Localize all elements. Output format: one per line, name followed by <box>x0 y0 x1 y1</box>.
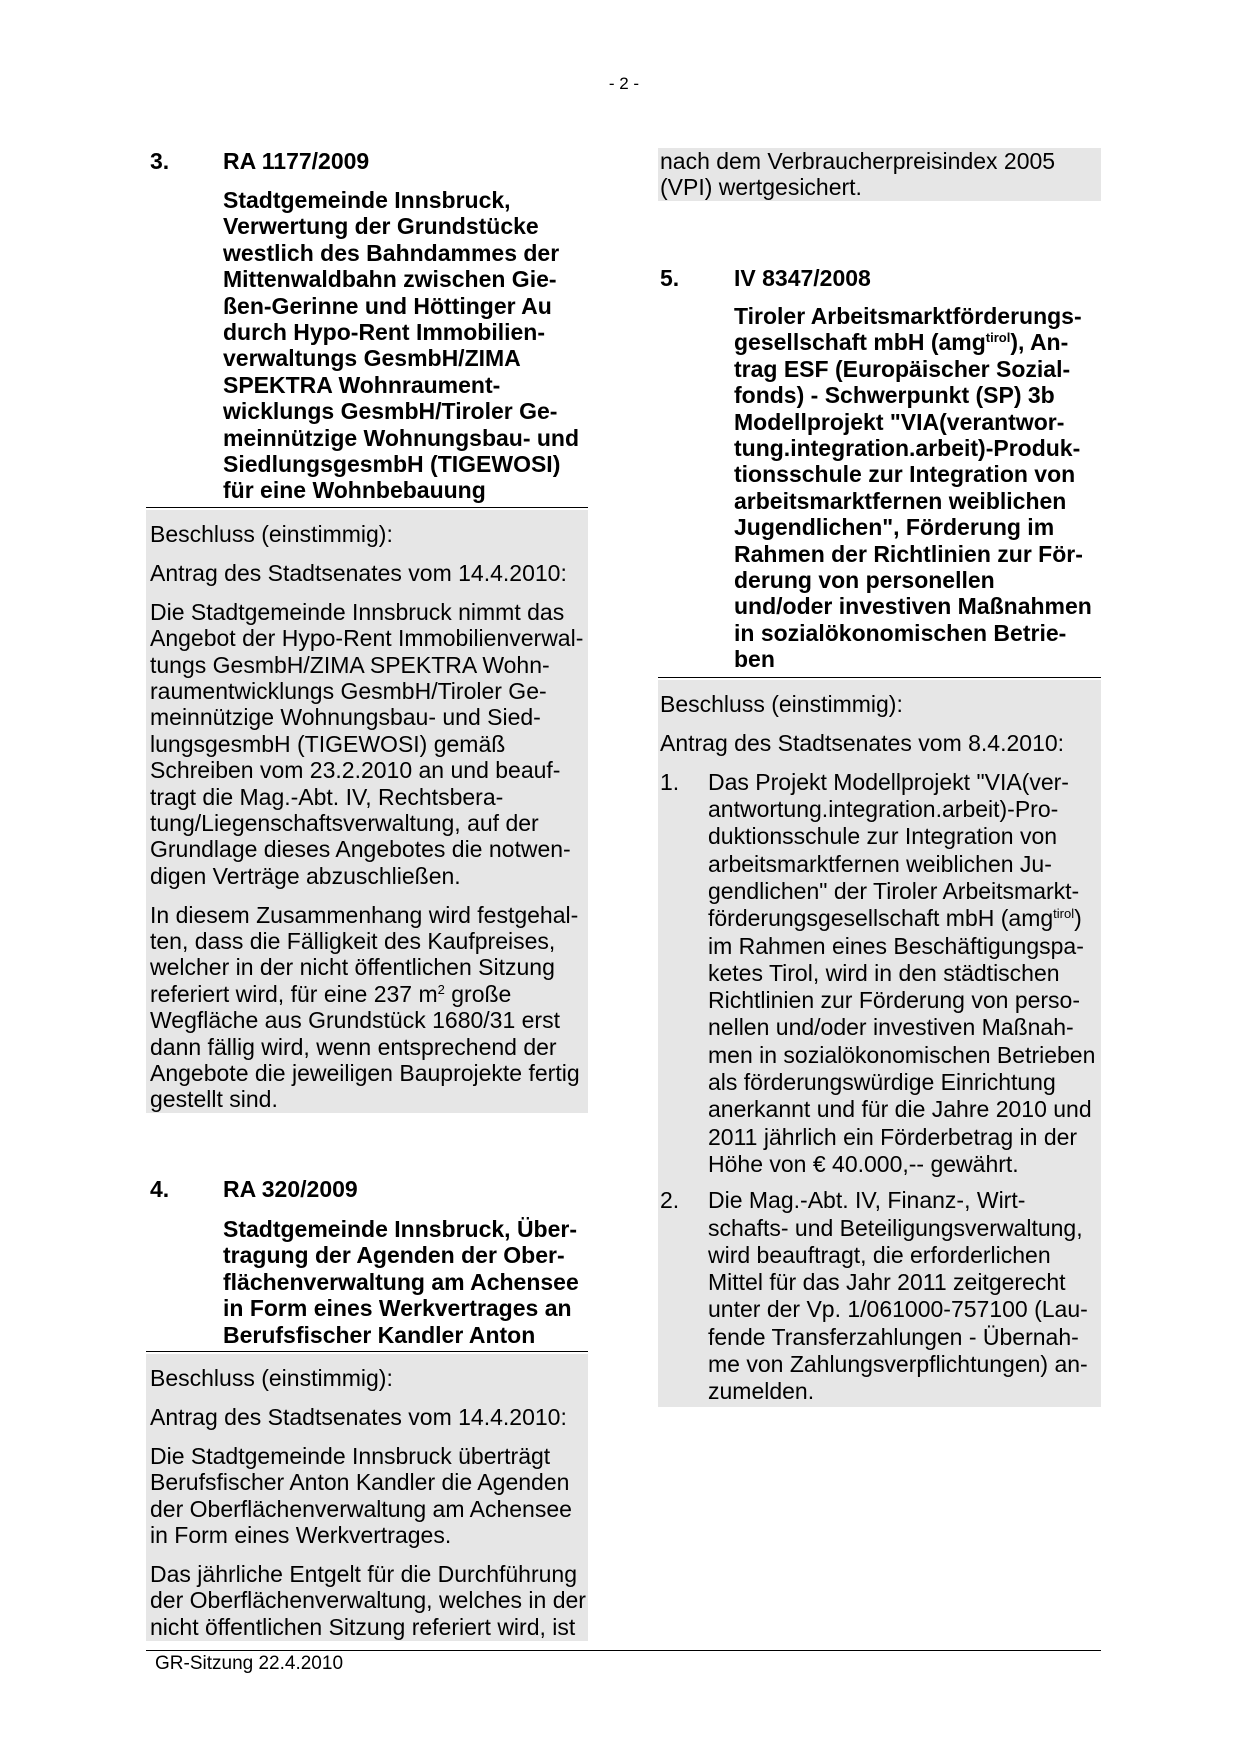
paragraph <box>150 902 588 1113</box>
title-line: Modellprojekt "VIA(verantwor- <box>734 408 1065 435</box>
list-line: nellen und/oder investiven Maßnah- <box>708 1014 1074 1041</box>
decision-label: Beschluss (einstimmig): <box>150 521 393 547</box>
title-line: verwaltungs GesmbH/ZIMA <box>223 345 521 372</box>
title-line: Stadtgemeinde Innsbruck, Über- <box>223 1216 578 1242</box>
footer-divider <box>146 1650 1101 1651</box>
decision-block <box>150 521 588 547</box>
title-line: wicklungs GesmbH/Tiroler Ge- <box>223 398 558 425</box>
title-line: Mittenwaldbahn zwischen Gie- <box>223 266 557 293</box>
decision-label: Beschluss (einstimmig): <box>150 1365 393 1391</box>
title-line: arbeitsmarktfernen weiblichen <box>734 487 1067 514</box>
list-item-number: 2. <box>660 1187 680 1214</box>
title-line: SPEKTRA Wohnraument- <box>223 371 501 398</box>
motion-block <box>660 730 1101 756</box>
paragraph-line: gestellt sind. <box>150 1086 278 1113</box>
item-4-number: 4. <box>150 1176 170 1202</box>
title-line: tung.integration.arbeit)-Produk- <box>734 434 1081 461</box>
list-line: Richtlinien zur Förderung von perso- <box>708 987 1081 1014</box>
list-line: men in sozialökonomischen Betrieben <box>708 1041 1096 1068</box>
continuation-text <box>660 148 1101 201</box>
paragraph-line: Angebote die jeweiligen Bauprojekte fertig <box>150 1059 580 1086</box>
item-4-divider <box>146 1351 588 1352</box>
line-text: große <box>444 980 512 1007</box>
list-item-text <box>708 1187 1101 1405</box>
paragraph-line: Die Stadtgemeinde Innsbruck überträgt <box>150 1442 551 1469</box>
list-line: me von Zahlungsverpflichtungen) an- <box>708 1351 1088 1378</box>
paragraph-line: Die Stadtgemeinde Innsbruck nimmt das <box>150 598 565 625</box>
list-item-text <box>708 769 1101 1178</box>
item-3-reference: RA 1177/2009 <box>223 148 370 174</box>
paragraph <box>150 1561 588 1640</box>
paragraph-line: Angebot der Hypo-Rent Immobilienverwal- <box>150 625 584 652</box>
title-line: durch Hypo-Rent Immobilien- <box>223 318 545 345</box>
title-line: Berufsfischer Kandler Anton <box>223 1321 536 1348</box>
list-line: duktionsschule zur Integration von <box>708 823 1058 850</box>
title-line: tragung der Agenden der Ober- <box>223 1242 565 1269</box>
title-line: meinnützige Wohnungsbau- und <box>223 424 580 451</box>
paragraph-line: tungs GesmbH/ZIMA SPEKTRA Wohn- <box>150 651 550 678</box>
footer-text: GR-Sitzung 22.4.2010 <box>155 1653 344 1674</box>
title-line: flächenverwaltung am Achensee <box>223 1268 579 1295</box>
motion-block <box>150 1404 588 1430</box>
list-item-number: 1. <box>660 768 680 795</box>
paragraph-line: nicht öffentlichen Sitzung referiert wird, ist <box>150 1613 576 1640</box>
motion-label: Antrag des Stadtsenates vom 8.4.2010: <box>660 729 1065 756</box>
title-line: für eine Wohnbebauung <box>223 477 486 504</box>
line-text: gesellschaft mbH (amg <box>734 329 986 356</box>
paragraph-line: nach dem Verbraucherpreisindex 2005 <box>660 148 1056 174</box>
line-text: förderungsgesellschaft mbH (amg <box>708 905 1054 932</box>
paragraph <box>150 1443 588 1549</box>
paragraph-line <box>150 981 588 1007</box>
list-line: Die Mag.-Abt. IV, Finanz-, Wirt- <box>708 1187 1026 1214</box>
line-text: ), An- <box>1010 329 1069 356</box>
line-text: referiert wird, für eine 237 m <box>150 980 438 1007</box>
item-5-divider <box>658 677 1101 678</box>
list-line: Höhe von € 40.000,-- gewährt. <box>708 1150 1019 1177</box>
list-line: Das Projekt Modellprojekt "VIA(ver- <box>708 768 1069 795</box>
list-line: wird beauftragt, die erforderlichen <box>708 1241 1051 1268</box>
title-line: westlich des Bahndammes der <box>223 239 560 266</box>
superscript: tirol <box>985 330 1011 346</box>
item-5-resolution-box <box>658 680 1101 1407</box>
superscript: tirol <box>1053 906 1075 922</box>
title-line: Tiroler Arbeitsmarktförderungs- <box>734 303 1082 329</box>
paragraph-line: lungsgesmbH (TIGEWOSI) gemäß <box>150 730 506 757</box>
paragraph <box>150 599 588 889</box>
motion-label: Antrag des Stadtsenates vom 14.4.2010: <box>150 559 567 586</box>
page-number: - 2 - <box>608 74 640 93</box>
decision-label: Beschluss (einstimmig): <box>660 691 903 717</box>
title-line: und/oder investiven Maßnahmen <box>734 593 1092 620</box>
paragraph-line: Schreiben vom 23.2.2010 an und beauf- <box>150 757 561 784</box>
paragraph-line: der Oberflächenverwaltung, welches in der <box>150 1587 586 1614</box>
resolution-list <box>660 769 1101 1406</box>
paragraph-line: tung/Liegenschaftsverwaltung, auf der <box>150 809 539 836</box>
item-3-resolution-box <box>146 510 588 1113</box>
item-5-reference: IV 8347/2008 <box>734 265 871 291</box>
list-line: zumelden. <box>708 1378 815 1405</box>
list-line: unter der Vp. 1/061000-757100 (Lau- <box>708 1296 1088 1323</box>
item-4-title <box>223 1216 579 1348</box>
list-line: fende Transferzahlungen - Übernah- <box>708 1323 1079 1350</box>
paragraph-line: digen Verträge abzuschließen. <box>150 862 461 889</box>
item-5-title <box>734 303 1092 672</box>
decision-block <box>150 1365 588 1391</box>
list-line: schafts- und Beteiligungsverwaltung, <box>708 1214 1083 1241</box>
list-line: Mittel für das Jahr 2011 zeitgerecht <box>708 1269 1066 1296</box>
motion-block <box>150 560 588 586</box>
motion-label: Antrag des Stadtsenates vom 14.4.2010: <box>150 1403 567 1430</box>
paragraph-line: welcher in der nicht öffentlichen Sitzung <box>150 954 555 981</box>
title-line: Stadtgemeinde Innsbruck, <box>223 187 511 213</box>
line-text: ) <box>1074 905 1082 932</box>
superscript: 2 <box>437 981 445 997</box>
title-line: tionsschule zur Integration von <box>734 461 1076 488</box>
paragraph-line: ten, dass die Fälligkeit des Kaufpreises, <box>150 927 556 954</box>
paragraph-line: Grundlage dieses Angebotes die notwen- <box>150 836 571 863</box>
item-5-number: 5. <box>660 265 680 291</box>
title-line: ben <box>734 646 775 673</box>
paragraph-line: Berufsfischer Anton Kandler die Agenden <box>150 1469 570 1496</box>
list-line <box>708 905 1101 932</box>
title-line: Verwertung der Grundstücke <box>223 213 539 240</box>
continuation-box <box>658 148 1101 201</box>
paragraph-line: dann fällig wird, wenn entsprechend der <box>150 1033 557 1060</box>
list-line: arbeitsmarktfernen weiblichen Ju- <box>708 850 1052 877</box>
paragraph-line: meinnützige Wohnungsbau- und Sied- <box>150 704 541 731</box>
list-line: ketes Tirol, wird in den städtischen <box>708 959 1060 986</box>
item-3-divider <box>146 507 588 508</box>
item-4-reference: RA 320/2009 <box>223 1176 358 1202</box>
item-3-title <box>223 187 579 504</box>
title-line <box>734 329 1092 355</box>
title-line: in sozialökonomischen Betrie- <box>734 619 1067 646</box>
list-line: als förderungswürdige Einrichtung <box>708 1069 1056 1096</box>
paragraph-line: in Form eines Werkvertrages. <box>150 1521 452 1548</box>
item-3-number: 3. <box>150 148 170 174</box>
list-line: antwortung.integration.arbeit)-Pro- <box>708 796 1059 823</box>
title-line: derung von personellen <box>734 566 995 593</box>
paragraph-line: raumentwicklungs GesmbH/Tiroler Ge- <box>150 677 547 704</box>
paragraph-line: Wegfläche aus Grundstück 1680/31 erst <box>150 1007 560 1034</box>
paragraph-line: Das jährliche Entgelt für die Durchführung <box>150 1560 578 1587</box>
title-line: trag ESF (Europäischer Sozial- <box>734 355 1071 382</box>
list-item <box>660 1187 1101 1405</box>
paragraph-line: In diesem Zusammenhang wird festgehal- <box>150 901 579 928</box>
decision-block <box>660 691 1101 717</box>
list-line: anerkannt und für die Jahre 2010 und <box>708 1096 1092 1123</box>
list-item <box>660 769 1101 1178</box>
title-line: ßen-Gerinne und Höttinger Au <box>223 292 552 319</box>
item-4-resolution-box <box>146 1354 588 1641</box>
list-line: im Rahmen eines Beschäftigungspa- <box>708 932 1084 959</box>
list-line: 2011 jährlich ein Förderbetrag in der <box>708 1123 1078 1150</box>
title-line: fonds) - Schwerpunkt (SP) 3b <box>734 382 1055 409</box>
paragraph-line: der Oberflächenverwaltung am Achensee <box>150 1495 572 1522</box>
paragraph-line: tragt die Mag.-Abt. IV, Rechtsbera- <box>150 783 504 810</box>
paragraph-line: (VPI) wertgesichert. <box>660 174 862 201</box>
title-line: Jugendlichen", Förderung im <box>734 514 1055 541</box>
title-line: in Form eines Werkvertrages an <box>223 1295 572 1322</box>
title-line: Rahmen der Richtlinien zur För- <box>734 540 1083 567</box>
title-line: SiedlungsgesmbH (TIGEWOSI) <box>223 450 561 477</box>
list-line: gendlichen" der Tiroler Arbeitsmarkt- <box>708 877 1080 904</box>
